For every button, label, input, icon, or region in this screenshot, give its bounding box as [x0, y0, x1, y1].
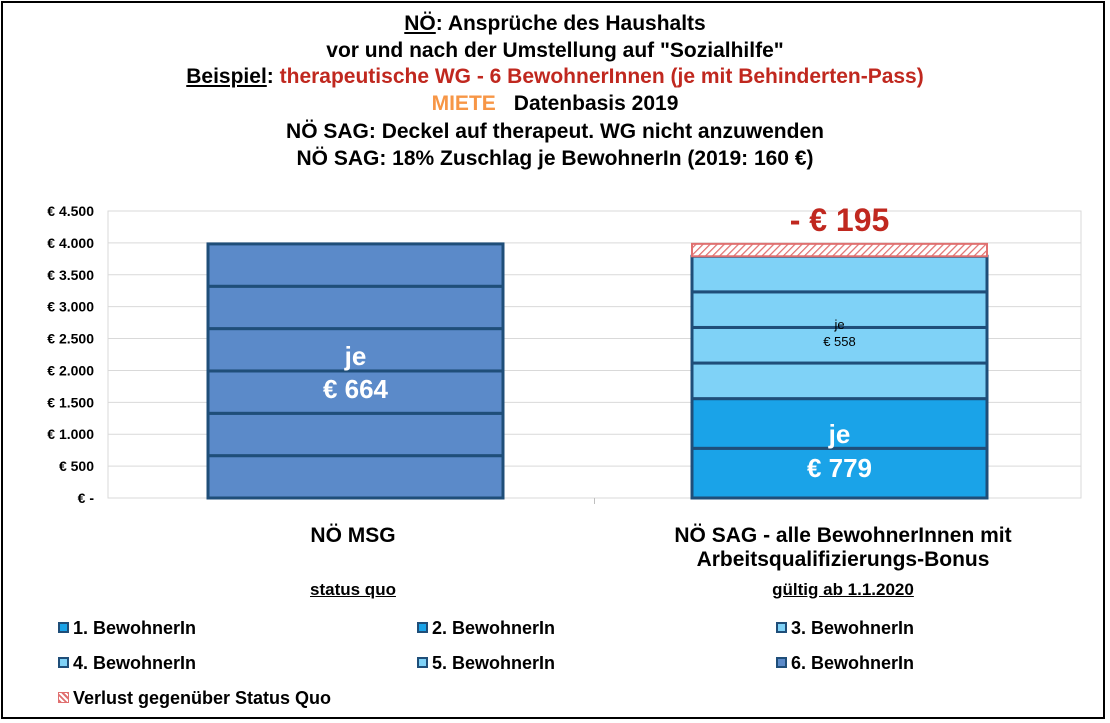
legend-item — [417, 653, 555, 674]
y-tick-label: € 2.000 — [47, 362, 94, 379]
legend-label: 6. BewohnerIn — [791, 653, 915, 673]
y-tick-label: € 1.000 — [47, 426, 94, 443]
legend-swatch — [58, 622, 69, 633]
chart-title-line-2: vor und nach der Umstellung auf "Sozialhilfe" — [326, 39, 784, 62]
legend-label: Verlust gegenüber Status Quo — [73, 688, 332, 708]
y-tick-label: € - — [77, 490, 94, 506]
title-region: NÖ — [404, 12, 436, 35]
legend-label: 3. BewohnerIn — [791, 618, 915, 638]
legend-label: 2. BewohnerIn — [432, 618, 556, 638]
title-database: Datenbasis 2019 — [513, 92, 679, 115]
data-label-sag-base-je: je — [834, 317, 845, 332]
y-tick-label: € 4.500 — [47, 203, 94, 219]
data-label-sag-base-value: € 558 — [823, 334, 856, 349]
data-label-loss: - € 195 — [789, 202, 890, 238]
bar-segment — [692, 363, 987, 399]
bar-segment — [208, 413, 503, 455]
legend-swatch — [776, 622, 787, 633]
y-tick-label: € 1.500 — [47, 394, 94, 411]
legend-item — [776, 618, 914, 639]
chart-frame — [1, 1, 1105, 719]
data-label-msg-value: € 664 — [322, 374, 389, 404]
title-colon: : — [266, 65, 280, 88]
legend-item — [58, 653, 196, 674]
legend-label: 1. BewohnerIn — [73, 618, 197, 638]
title-example-label: Beispiel — [186, 65, 267, 88]
title-heading: : Ansprüche des Haushalts — [435, 12, 706, 35]
bar-segment — [208, 244, 503, 286]
legend-item — [58, 688, 331, 709]
bar-segment — [692, 256, 987, 292]
legend-swatch — [58, 692, 69, 703]
legend-item — [58, 618, 196, 639]
category-label-sag: NÖ SAG - alle BewohnerInnen mit Arbeitsqualifizierungs-Bonus — [674, 524, 1012, 571]
bar-segment — [692, 244, 987, 256]
y-tick-label: € 2.500 — [47, 330, 94, 347]
y-tick-label: € 3.000 — [47, 298, 94, 315]
title-example-text: therapeutische WG - 6 BewohnerInnen (je mit Behinderten-Pass) — [279, 65, 924, 88]
legend-swatch — [776, 657, 787, 668]
legend-item — [776, 653, 914, 674]
data-label-sag-bonus-value: € 779 — [806, 453, 873, 483]
category-label-msg: NÖ MSG — [310, 524, 396, 547]
bar-segment — [208, 456, 503, 498]
legend-swatch — [417, 657, 428, 668]
data-label-sag-bonus-je: je — [828, 419, 851, 449]
legend-swatch — [58, 657, 69, 668]
legend-label: 5. BewohnerIn — [432, 653, 556, 673]
category-sublabel-msg: status quo — [310, 580, 396, 599]
legend-item — [417, 618, 555, 639]
category-sublabel-sag: gültig ab 1.1.2020 — [772, 580, 914, 599]
y-tick-label: € 3.500 — [47, 266, 94, 283]
data-label-msg-je: je — [344, 341, 367, 371]
chart-title-line-5: NÖ SAG: Deckel auf therapeut. WG nicht anzuwenden — [286, 120, 824, 143]
legend-swatch — [417, 622, 428, 633]
y-tick-label: € 4.000 — [47, 234, 94, 251]
bar-chart — [3, 3, 1103, 717]
bar-segment — [208, 286, 503, 328]
title-miete: MIETE — [431, 92, 496, 115]
legend-label: 4. BewohnerIn — [73, 653, 197, 673]
y-tick-label: € 500 — [58, 458, 94, 475]
chart-title-line-6: NÖ SAG: 18% Zuschlag je BewohnerIn (2019: 160 €) — [296, 147, 814, 170]
